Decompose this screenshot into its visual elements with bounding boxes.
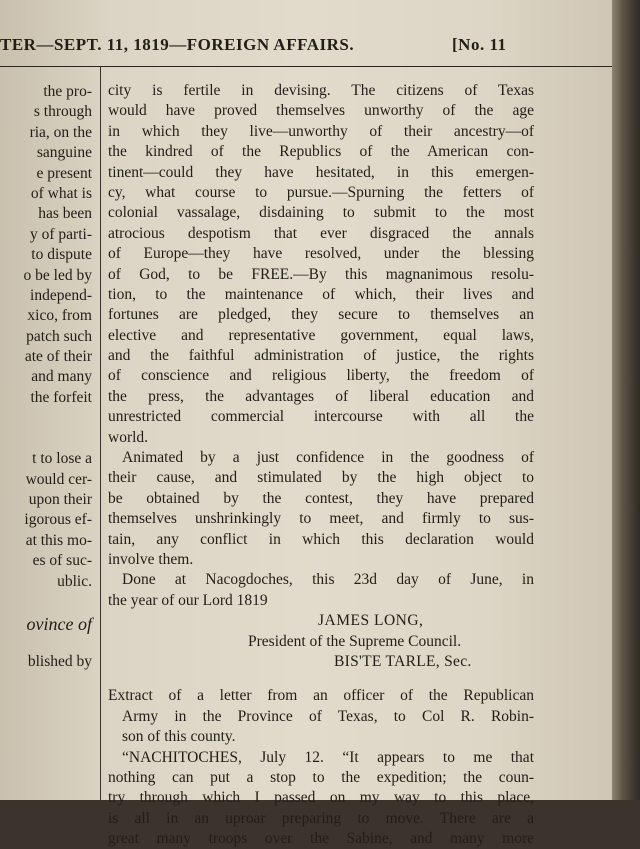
text-line: son of this county. — [108, 727, 534, 747]
text-line: involve them. — [108, 550, 534, 570]
left-line: ublic. — [0, 572, 92, 592]
header-rule — [0, 66, 612, 67]
text-line: nothing can put a stop to the expedition; the coun- — [108, 768, 534, 788]
left-column-fragment — [0, 82, 92, 673]
left-line: has been — [0, 204, 92, 224]
text-line: great many troops over the Sabine, and many more — [108, 829, 534, 849]
left-line: s through — [0, 102, 92, 122]
letter-paragraph — [108, 748, 534, 849]
issue-number: [No. 11 — [452, 35, 507, 55]
left-gap — [0, 408, 92, 449]
text-line: the kindred of the Republics of the American con- — [108, 142, 534, 162]
secretary-name: BIS'TE TARLE, Sec. — [108, 652, 534, 672]
text-line: themselves unshrinkingly to meet, and firmly to sus- — [108, 509, 534, 529]
main-column — [108, 81, 534, 849]
text-line: tain, any conflict in which this declaration would — [108, 530, 534, 550]
text-line: the press, the advantages of liberal education and — [108, 387, 534, 407]
text-line: of conscience and religious liberty, the freedom of — [108, 366, 534, 386]
left-line: es of suc- — [0, 551, 92, 571]
left-line: ate of their — [0, 347, 92, 367]
text-line: unrestricted commercial intercourse with all the — [108, 407, 534, 427]
text-line: colonial vassalage, disdaining to submit to the most — [108, 203, 534, 223]
text-line: would have proved themselves unworthy of the age — [108, 101, 534, 121]
text-line: be obtained by the contest, they have prepared — [108, 489, 534, 509]
signature-block — [108, 611, 534, 672]
text-line: cy, what course to pursue.—Spurning the fetters of — [108, 183, 534, 203]
text-line: and the faithful administration of justice, the rights — [108, 346, 534, 366]
declaration-paragraph — [108, 81, 534, 448]
text-line: is all in an uproar preparing to move. There are a — [108, 809, 534, 829]
left-line: the pro- — [0, 82, 92, 102]
text-line: in which they live—unworthy of their ancestry—of — [108, 122, 534, 142]
done-at-paragraph — [108, 570, 534, 611]
left-line: o be led by — [0, 266, 92, 286]
left-line: blished by — [0, 652, 92, 672]
extract-heading — [108, 686, 534, 747]
column-rule — [100, 66, 101, 800]
left-line: upon their — [0, 490, 92, 510]
left-line: to dispute — [0, 245, 92, 265]
signer-title: President of the Supreme Council. — [108, 632, 534, 652]
left-line: sanguine — [0, 143, 92, 163]
text-line: fortunes are pledged, they secure to themselves an — [108, 305, 534, 325]
text-line: their cause, and stimulated by the high object to — [108, 468, 534, 488]
text-line: atrocious despotism that ever disgraced the annals — [108, 224, 534, 244]
left-line: at this mo- — [0, 531, 92, 551]
text-line: Army in the Province of Texas, to Col R. Robin- — [108, 707, 534, 727]
text-line: of God, to be FREE.—By this magnanimous resolu- — [108, 265, 534, 285]
left-heading-fragment: ovince of — [0, 614, 92, 634]
text-line: tinent—could they have hesitated, in this emergen- — [108, 163, 534, 183]
page-edge-shadow — [612, 0, 640, 800]
text-line: city is fertile in devising. The citizens of Texas — [108, 81, 534, 101]
text-line: try through which I passed on my way to this place, — [108, 788, 534, 808]
text-line: tion, to the maintenance of which, their lives and — [108, 285, 534, 305]
left-line: igorous ef- — [0, 510, 92, 530]
left-line: t to lose a — [0, 449, 92, 469]
text-line: world. — [108, 428, 534, 448]
animated-paragraph — [108, 448, 534, 570]
left-line: e present — [0, 164, 92, 184]
text-line: the year of our Lord 1819 — [108, 591, 534, 611]
header-title: TER—SEPT. 11, 1819—FOREIGN AFFAIRS. — [0, 35, 354, 55]
section-spacer — [108, 672, 534, 686]
left-line: the forfeit — [0, 388, 92, 408]
left-line: y of parti- — [0, 225, 92, 245]
page-header — [0, 33, 612, 63]
text-line: Animated by a just confidence in the goodness of — [108, 448, 534, 468]
left-line: xico, from — [0, 306, 92, 326]
text-line: of Europe—they have resolved, under the blessing — [108, 244, 534, 264]
text-line: Done at Nacogdoches, this 23d day of June, in — [108, 570, 534, 590]
left-line: patch such — [0, 327, 92, 347]
left-line: of what is — [0, 184, 92, 204]
signer-name: JAMES LONG, — [108, 611, 534, 631]
left-line: ria, on the — [0, 123, 92, 143]
left-line: would cer- — [0, 470, 92, 490]
text-line: “NACHITOCHES, July 12. “It appears to me that — [108, 748, 534, 768]
text-line: elective and representative government, equal laws, — [108, 326, 534, 346]
text-line: Extract of a letter from an officer of the Republican — [108, 686, 534, 706]
left-line: independ- — [0, 286, 92, 306]
left-line: and many — [0, 367, 92, 387]
